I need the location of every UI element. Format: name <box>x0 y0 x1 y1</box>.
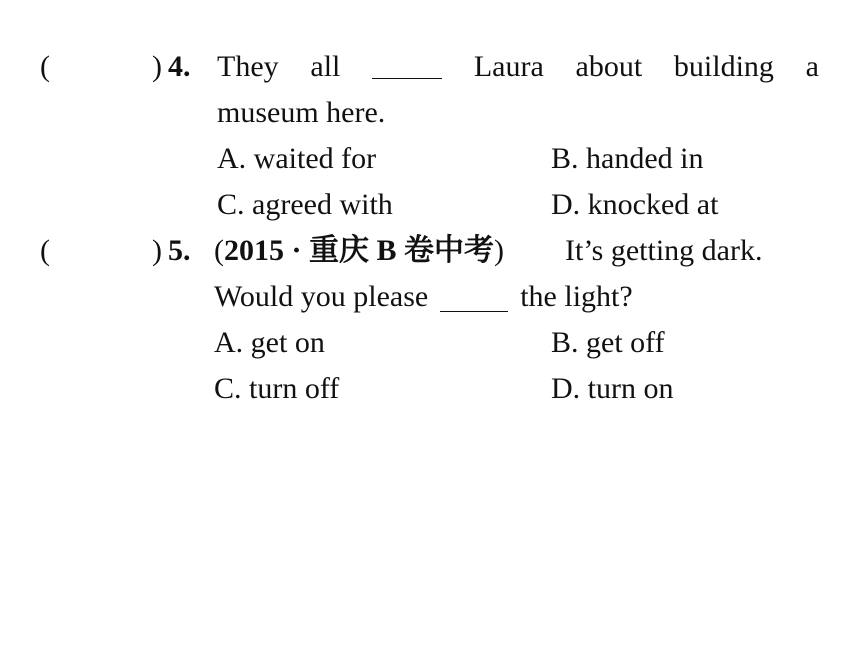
stem-word: a <box>805 50 819 83</box>
stem-word: Laura <box>473 50 544 83</box>
option-c: C. agreed with <box>217 188 393 221</box>
question-stem-line-2 <box>214 274 633 320</box>
answer-blank <box>440 277 508 312</box>
option-d: D. knocked at <box>551 188 719 221</box>
stem-word: They <box>217 50 279 83</box>
option-a: A. waited for <box>217 142 377 175</box>
question-number: 5. <box>168 234 191 267</box>
answer-paren-open: ( <box>40 234 50 267</box>
option-a: A. get on <box>214 326 325 359</box>
option-b: B. get off <box>551 326 665 359</box>
answer-paren-close: ) <box>152 234 162 267</box>
question-stem-line-1: It’s getting dark. <box>565 234 763 267</box>
source-paren-close: ) <box>494 234 505 267</box>
stem-word: building <box>673 50 774 83</box>
stem-text-after-blank: the light? <box>520 280 633 313</box>
option-d: D. turn on <box>551 372 674 405</box>
source-tag <box>214 228 504 274</box>
source-text: 2015 · 重庆 B 卷中考 <box>224 234 495 267</box>
stem-word: all <box>310 50 341 83</box>
question-stem-line-2: museum here. <box>217 96 386 129</box>
stem-word: about <box>575 50 643 83</box>
question-stem-line-1 <box>217 44 819 90</box>
option-b: B. handed in <box>551 142 704 175</box>
answer-paren-close: ) <box>152 50 162 83</box>
source-paren-open: ( <box>214 234 224 267</box>
answer-paren-open: ( <box>40 50 50 83</box>
option-c: C. turn off <box>214 372 340 405</box>
question-number: 4. <box>168 50 191 83</box>
answer-blank <box>372 44 442 79</box>
stem-text-before-blank: Would you please <box>214 280 429 313</box>
